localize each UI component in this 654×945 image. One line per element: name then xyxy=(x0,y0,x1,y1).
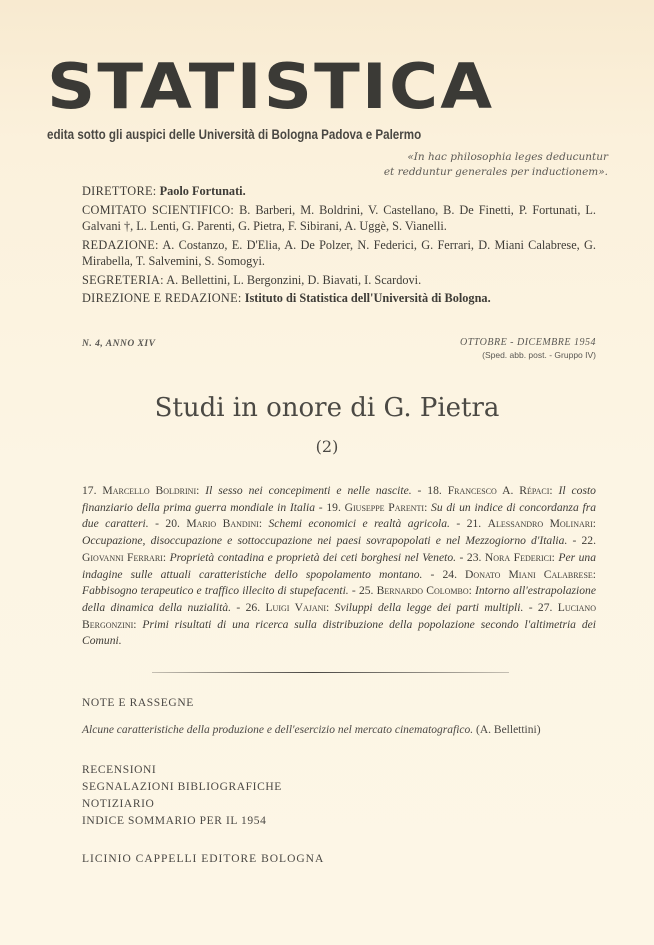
redazione-names: A. Costanzo, E. D'Elia, A. De Polzer, N. Federici, G. Ferrari, D. Miani Calabrese, G. Mirabella, T. Salvemini, S. Somogyi. xyxy=(82,237,596,268)
segreteria-names: A. Bellettini, L. Bergonzini, D. Biavati, I. Scardovi. xyxy=(166,272,422,287)
toc-entry xyxy=(246,601,524,614)
toc-entry-number: 18. xyxy=(427,484,442,497)
section-segnalazioni: SEGNALAZIONI BIBLIOGRAFICHE xyxy=(82,781,282,793)
toc-entry-author: Alessandro Molinari: xyxy=(487,517,596,531)
direzione-address: Istituto di Statistica dell'Università di Bologna. xyxy=(244,291,491,305)
staff-segreteria xyxy=(82,272,596,289)
divider-rule xyxy=(152,672,509,673)
toc-entry-author: Giuseppe Parenti: xyxy=(344,500,428,514)
toc-entry-author: Francesco A. Répaci: xyxy=(447,484,553,497)
toc-entry-number: 19. xyxy=(326,500,341,514)
editorial-staff xyxy=(82,183,596,309)
staff-direzione xyxy=(82,290,596,307)
toc-entry-author: Giovanni Ferrari: xyxy=(82,550,167,564)
toc-entry-author: Mario Bandini: xyxy=(186,517,263,531)
comitato-names: B. Barberi, M. Boldrini, V. Castellano, B. De Finetti, P. Fortunati, L. Galvani †, L. Lenti, G. Parenti, G. Pietra, F. Sibirani, A. Uggè, S. Vianelli. xyxy=(82,202,597,233)
toc-entry-author: Nora Federici: xyxy=(484,550,555,564)
toc-entry-number: 17. xyxy=(82,484,97,497)
toc-entry-author: Luigi Vajani: xyxy=(265,600,330,614)
notes-heading: NOTE E RASSEGNE xyxy=(82,697,194,709)
toc-entry-title: Per una indagine sulle attuali caratteristiche dello spopolamento montano. xyxy=(82,550,596,581)
toc-entry-author: Marcello Boldrini: xyxy=(102,484,200,497)
staff-direttore xyxy=(82,183,596,200)
redazione-label: REDAZIONE: xyxy=(82,237,159,252)
table-of-contents: 17. Marcello Boldrini: Il sesso nei concepimenti e nelle nascite. - 18. Francesco A. Répaci: Il costo finanziario della prima guerra mondiale in Italia - 19. Giuseppe Parenti: Su di un indice di concordanza fra due caratteri. - 20. Mario Bandini: Schemi economici e realtà agricola. - 21. Alessandro Molinari: Occupazione, disoccupazione e sottoccupazione nei paesi sovrapopolati e nel Mezzogiorno d'Italia. - 22. Giovanni Ferrari: Proprietà contadina e proprietà dei ceti borghesi nel Veneto. - 23. Nora Federici: Per una indagine sulle attuali caratteristiche dello spopolamento montano. - 24. Donato Miani Calabrese: Fabbisogno terapeutico e traffico illecito di stupefacenti. - 25. Bernardo Colombo: Intorno all'estrapolazione della dinamica della nuzialità. - 26. Luigi Vajani: Sviluppi della legge dei parti multipli. - 27. Luciano Bergonzini: Primi risultati di una ricerca sulla distribuzione della popolazione secondo l'altimetria dei Comuni. xyxy=(82,484,597,648)
toc-entry-number: 26. xyxy=(245,600,261,614)
direzione-label: DIREZIONE E REDAZIONE: xyxy=(82,291,242,305)
toc-entry-title: Intorno all'estrapolazione della dinamica della nuzialità. xyxy=(82,584,597,614)
publisher: LICINIO CAPPELLI EDITORE BOLOGNA xyxy=(82,853,325,865)
notes-item xyxy=(82,722,596,738)
toc-entry-number: 27. xyxy=(537,600,553,614)
toc-entry-number: 20. xyxy=(165,517,180,531)
toc-entry-title: Il costo finanziario della prima guerra mondiale in Italia xyxy=(82,484,596,514)
issue-title: Studi in onore di G. Pietra xyxy=(154,393,500,423)
issue-date-block xyxy=(460,337,596,360)
toc-entry xyxy=(165,517,450,530)
toc-entry-author: Bernardo Colombo: xyxy=(376,584,472,598)
issue-volume: (2) xyxy=(315,437,339,456)
staff-redazione xyxy=(82,237,596,270)
direttore-label: DIRETTORE: xyxy=(82,184,157,198)
issue-date: OTTOBRE - DICEMBRE 1954 xyxy=(459,337,596,348)
comitato-label: COMITATO SCIENTIFICO: xyxy=(82,202,235,217)
journal-masthead: STATISTICA xyxy=(47,50,495,123)
toc-entry-title: Occupazione, disoccupazione e sottoccupazione nei paesi sovrapopolati e nel Mezzogiorno d'Italia. xyxy=(82,534,568,548)
toc-entry-author: Donato Miani Calabrese: xyxy=(465,567,596,581)
journal-subtitle: edita sotto gli auspici delle Università di Bologna Padova e Palermo xyxy=(47,127,422,142)
postal-info: (Sped. abb. post. - Gruppo IV) xyxy=(482,350,596,360)
direttore-name: Paolo Fortunati. xyxy=(159,184,246,198)
segreteria-label: SEGRETERIA: xyxy=(82,272,164,287)
notes-item-title: Alcune caratteristiche della produzione e dell'esercizio nel mercato cinematografico. xyxy=(82,724,474,736)
toc-entry-number: 23. xyxy=(466,550,482,564)
section-notiziario: NOTIZIARIO xyxy=(82,798,155,810)
toc-entry-title: Sviluppi della legge dei parti multipli. xyxy=(334,600,524,614)
section-indice: INDICE SOMMARIO PER IL 1954 xyxy=(82,815,267,827)
toc-entry-number: 25. xyxy=(358,584,374,598)
motto-line-1: «In hac philosophia leges deducuntur xyxy=(407,151,608,163)
section-recensioni: RECENSIONI xyxy=(82,764,157,776)
motto-line-2: et redduntur generales per inductionem». xyxy=(383,166,608,178)
toc-entry-title: Il sesso nei concepimenti e nelle nascite. xyxy=(205,484,412,497)
toc-entry-number: 24. xyxy=(442,567,457,581)
staff-comitato xyxy=(82,202,596,235)
toc-entry-title: Proprietà contadina e proprietà dei ceti borghesi nel Veneto. xyxy=(169,550,457,564)
toc-entry-title: Fabbisogno terapeutico e traffico illecito di stupefacenti. xyxy=(82,584,349,598)
toc-entry-title: Primi risultati di una ricerca sulla distribuzione della popolazione secondo l'altimetria dei Comuni. xyxy=(82,617,597,648)
sections-list xyxy=(82,762,282,830)
toc-entry xyxy=(82,484,412,497)
issue-number: N. 4, ANNO XIV xyxy=(82,339,156,349)
toc-entry-number: 21. xyxy=(466,517,482,531)
motto xyxy=(368,150,608,180)
toc-entry-title: Su di un indice di concordanza fra due caratteri. xyxy=(82,500,596,531)
toc-entry-title: Schemi economici e realtà agricola. xyxy=(268,517,450,531)
toc-entry-number: 22. xyxy=(581,534,596,548)
toc-entry-author: Luciano Bergonzini: xyxy=(82,600,596,631)
notes-item-author: (A. Bellettini) xyxy=(476,724,541,736)
